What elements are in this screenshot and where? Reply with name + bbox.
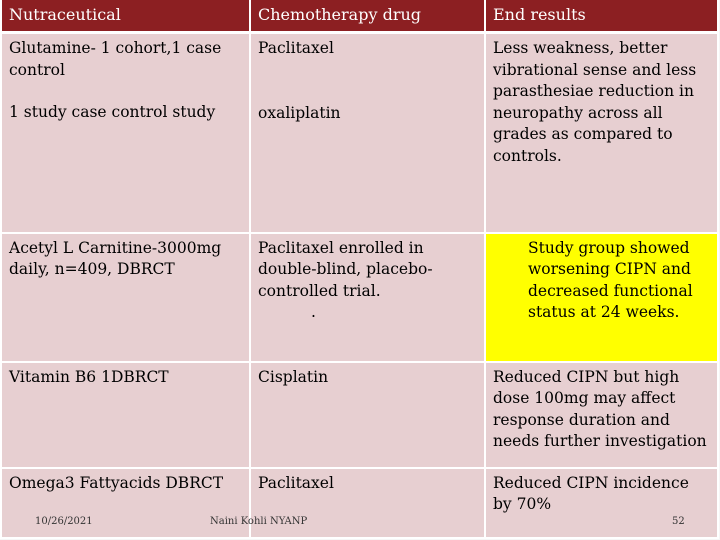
header-nutraceutical: Nutraceutical: [1, 0, 250, 33]
table-row: [1, 468, 718, 538]
cell-end-results: Reduced CIPN incidence by 70%: [485, 468, 718, 538]
cell-end-results-highlighted: Study group showed worsening CIPN and decreased functional status at 24 weeks.: [485, 233, 718, 362]
table-row: [1, 362, 718, 468]
cell-text: .: [311, 303, 316, 321]
cell-nutraceutical: Omega3 Fattyacids DBRCT: [1, 468, 250, 538]
footer-date: 10/26/2021: [35, 516, 93, 527]
cell-nutraceutical: [1, 33, 250, 233]
footer-author: Naini Kohli NYANP: [210, 516, 308, 527]
cell-nutraceutical: Acetyl L Carnitine-3000mg daily, n=409, DBRCT: [1, 233, 250, 362]
header-chemotherapy-drug: Chemotherapy drug: [250, 0, 485, 33]
footer-page-number: 52: [672, 516, 685, 527]
cell-nutraceutical: Vitamin B6 1DBRCT: [1, 362, 250, 468]
cell-text: Glutamine- 1 cohort,1 case control: [9, 39, 222, 79]
cell-chemotherapy-drug: Cisplatin: [250, 362, 485, 468]
cell-end-results: Less weakness, better vibrational sense and less parasthesiae reduction in neuropathy across all grades as compared to controls.: [485, 33, 718, 233]
cell-chemotherapy-drug: [250, 33, 485, 233]
cell-text: Paclitaxel enrolled in double-blind, placebo-controlled trial.: [258, 238, 433, 300]
cell-text: oxaliplatin: [258, 103, 341, 122]
cell-chemotherapy-drug: Paclitaxel: [250, 468, 485, 538]
cell-end-results: Reduced CIPN but high dose 100mg may affect response duration and needs further investigation: [485, 362, 718, 468]
cell-chemotherapy-drug: [250, 233, 485, 362]
header-end-results: End results: [485, 0, 718, 33]
cell-text: 1 study case control study: [9, 103, 216, 121]
table-header-row: [1, 0, 718, 33]
table-row: [1, 33, 718, 233]
cell-text: Paclitaxel: [258, 39, 334, 57]
table-row: [1, 233, 718, 362]
